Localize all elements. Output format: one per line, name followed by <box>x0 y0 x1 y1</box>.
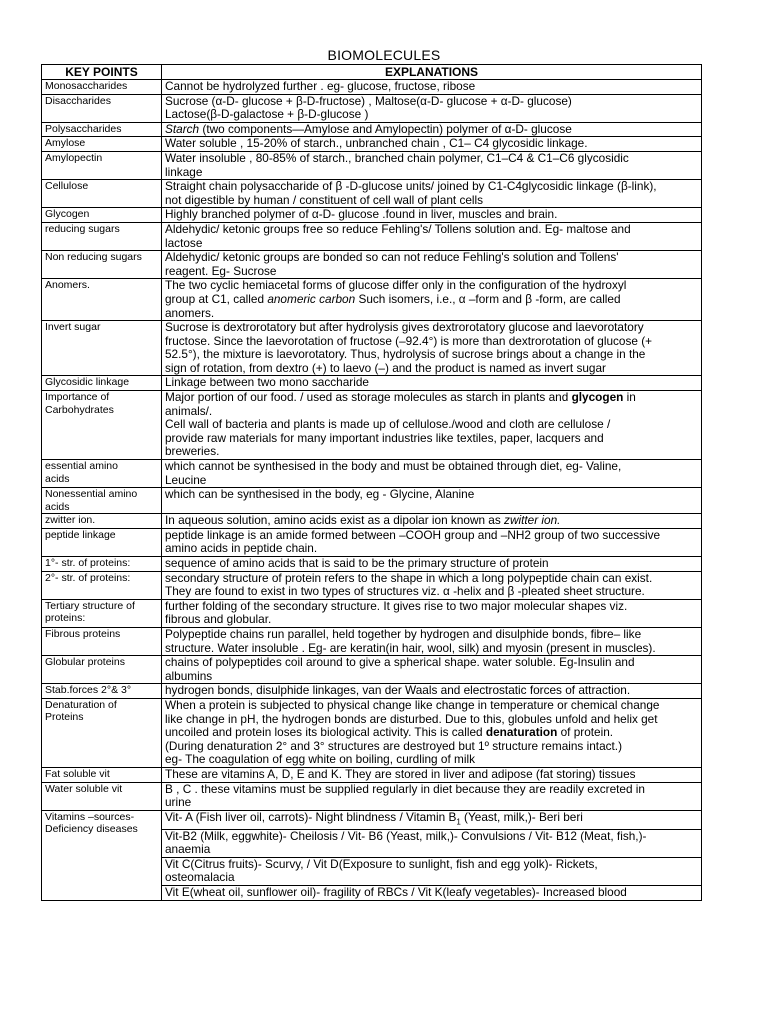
text-run: (two components—Amylose and Amylopectin) polymer of α-D- glucose <box>199 122 572 136</box>
explanation-line: not digestible by human / constituent of cell wall of plant cells <box>165 193 484 207</box>
explanation-cell <box>162 886 702 901</box>
key-point-text: Amylose <box>45 137 86 150</box>
explanation-line: sign of rotation, from dextro (+) to laevo (–) and the product is named as invert sugar <box>165 361 606 375</box>
key-point-cell <box>42 488 162 514</box>
explanation-line: which can be synthesised in the body, eg - Glycine, Alanine <box>165 488 475 502</box>
explanation-line: Sucrose (α-D- glucose + β-D-fructose) , Maltose(α-D- glucose + α-D- glucose) <box>165 94 572 108</box>
key-point-cell <box>42 80 162 95</box>
table-row <box>42 528 702 556</box>
explanation-cell <box>162 151 702 179</box>
explanation-line: eg- The coagulation of egg white on boiling, curdling of milk <box>165 753 475 767</box>
explanation-cell <box>162 460 702 488</box>
explanation-line: Aldehydic/ ketonic groups are bonded so can not reduce Fehling's solution and Tollens' <box>165 251 619 265</box>
key-point-text: acids <box>45 500 70 513</box>
key-point-cell <box>42 514 162 529</box>
table-row <box>42 557 702 572</box>
page-title: BIOMOLECULES <box>327 47 441 63</box>
key-point-cell <box>42 656 162 684</box>
key-point-text: essential amino <box>45 460 118 473</box>
explanation-line: urine <box>165 796 192 810</box>
key-point-text: zwitter ion. <box>45 514 96 527</box>
explanation-line: Highly branched polymer of α-D- glucose .found in liver, muscles and brain. <box>165 208 558 222</box>
key-point-text: acids <box>45 472 70 485</box>
key-point-text: Stab.forces 2°& 3° <box>45 684 132 697</box>
explanation-line: chains of polypeptides coil around to give a spherical shape. water soluble. Eg-Insulin and <box>165 656 635 670</box>
text-run: (Yeast, milk,)- Beri beri <box>460 810 583 824</box>
table-row <box>42 599 702 627</box>
explanation-line: further folding of the secondary structure. It gives rise to two major molecular shapes viz. <box>165 599 628 613</box>
explanation-line: lactose <box>165 236 203 250</box>
explanation-cell <box>162 528 702 556</box>
explanation-line: Straight chain polysaccharide of β -D-glucose units/ joined by C1-C4glycosidic linkage (β-link), <box>165 180 657 194</box>
explanation-cell <box>162 137 702 152</box>
explanation-line <box>165 811 698 829</box>
key-point-cell <box>42 180 162 208</box>
explanation-cell <box>162 857 702 885</box>
explanation-cell <box>162 514 702 529</box>
table-row <box>42 656 702 684</box>
explanation-line: They are found to exist in two types of structures viz. α -helix and β -pleated sheet structure. <box>165 585 645 599</box>
key-point-cell <box>42 137 162 152</box>
explanation-line: 52.5°), the mixture is laevorotatory. Thus, hydrolysis of sucrose brings about a change in the <box>165 348 646 362</box>
key-point-cell <box>42 698 162 767</box>
explanation-line: albumins <box>165 669 213 683</box>
explanation-line <box>165 726 698 740</box>
table-row <box>42 460 702 488</box>
key-point-text: Fat soluble vit <box>45 767 110 780</box>
key-point-cell <box>42 599 162 627</box>
key-point-text: Invert sugar <box>45 321 101 334</box>
text-run: Such isomers, i.e., α –form and β -form, are called <box>355 292 621 306</box>
explanation-cell <box>162 488 702 514</box>
explanation-line: Sucrose is dextrorotatory but after hydrolysis gives dextrorotatory glucose and laevorotatory <box>165 321 644 335</box>
table-row <box>42 488 702 514</box>
explanation-cell <box>162 557 702 572</box>
key-point-text: Carbohydrates <box>45 403 114 416</box>
explanation-cell <box>162 391 702 460</box>
table-row <box>42 137 702 152</box>
explanation-cell <box>162 599 702 627</box>
explanation-line: animals/. <box>165 404 213 418</box>
explanation-cell <box>162 782 702 810</box>
key-point-text: Amylopectin <box>45 151 103 164</box>
table-row <box>42 180 702 208</box>
table-row <box>42 810 702 829</box>
key-point-cell <box>42 208 162 223</box>
table-row <box>42 684 702 699</box>
key-point-text: Anomers. <box>45 279 90 292</box>
key-point-cell <box>42 391 162 460</box>
explanation-cell <box>162 684 702 699</box>
key-point-cell <box>42 528 162 556</box>
table-row <box>42 514 702 529</box>
explanation-line: fructose. Since the laevorotation of fructose (–92.4°) is more than dextrorotation of glucose (+ <box>165 334 653 348</box>
table-row <box>42 571 702 599</box>
table-row <box>42 151 702 179</box>
key-point-text: Importance of <box>45 391 110 404</box>
key-point-text: Denaturation of <box>45 698 117 711</box>
explanation-cell <box>162 321 702 376</box>
key-point-text: peptide linkage <box>45 528 116 541</box>
key-point-text: Water soluble vit <box>45 782 123 795</box>
key-point-text: Nonessential amino <box>45 488 138 501</box>
key-point-cell <box>42 810 162 900</box>
explanation-line: hydrogen bonds, disulphide linkages, van der Waals and electrostatic forces of attraction. <box>165 684 631 698</box>
explanation-line: osteomalacia <box>165 871 235 885</box>
explanation-line: Vit-B2 (Milk, eggwhite)- Cheilosis / Vit- B6 (Yeast, milk,)- Convulsions / Vit- B12 (Meat, fish,)- <box>165 829 647 843</box>
explanation-line: linkage <box>165 165 203 179</box>
explanation-line: Water insoluble , 80-85% of starch., branched chain polymer, C1–C4 & C1–C6 glycosidic <box>165 151 629 165</box>
key-point-text: Fibrous proteins <box>45 627 121 640</box>
text-run: in <box>623 391 636 405</box>
table-row <box>42 94 702 122</box>
table-row <box>42 321 702 376</box>
explanation-line: sequence of amino acids that is said to be the primary structure of protein <box>165 557 549 570</box>
key-point-text: proteins: <box>45 612 86 625</box>
italic-term: zwitter ion. <box>504 514 561 528</box>
explanation-cell <box>162 829 702 857</box>
key-point-text: Globular proteins <box>45 656 125 669</box>
explanation-cell <box>162 94 702 122</box>
explanation-cell <box>162 122 702 137</box>
explanation-cell <box>162 208 702 223</box>
explanation-cell <box>162 376 702 391</box>
explanation-line <box>165 391 698 405</box>
explanation-line: peptide linkage is an amide formed between –COOH group and –NH2 group of two successive <box>165 528 661 542</box>
key-point-text: Disaccharides <box>45 94 111 107</box>
table-row <box>42 80 702 95</box>
explanation-cell <box>162 810 702 829</box>
explanation-cell <box>162 251 702 279</box>
bold-term: glycogen <box>571 391 624 405</box>
key-point-cell <box>42 321 162 376</box>
key-point-text: Glycosidic linkage <box>45 376 130 389</box>
key-point-text: 1°- str. of proteins: <box>45 557 131 569</box>
table-header-row <box>42 65 702 80</box>
explanation-line: Water soluble , 15-20% of starch., unbranched chain , C1– C4 glycosidic linkage. <box>165 137 588 151</box>
key-point-cell <box>42 279 162 321</box>
table-row <box>42 251 702 279</box>
explanation-cell <box>162 627 702 655</box>
explanation-line: like change in pH, the hydrogen bonds are disturbed. Due to this, globules unfold and helix get <box>165 712 658 726</box>
explanation-line <box>165 293 698 307</box>
key-point-cell <box>42 684 162 699</box>
text-run: Vit- A (Fish liver oil, carrots)- Night blindness / Vitamin B <box>165 810 457 824</box>
key-point-cell <box>42 627 162 655</box>
explanation-line: provide raw materials for many important industries like textiles, paper, lacquers and <box>165 431 604 445</box>
explanation-line: anomers. <box>165 306 215 320</box>
explanation-cell <box>162 180 702 208</box>
explanation-line: Cell wall of bacteria and plants is made up of cellulose./wood and cloth are cellulose / <box>165 418 611 432</box>
explanation-line: Polypeptide chains run parallel, held together by hydrogen and disulphide bonds, fibre– like <box>165 627 642 641</box>
key-point-text: Cellulose <box>45 180 89 193</box>
key-point-cell <box>42 767 162 782</box>
table-row <box>42 208 702 223</box>
table-row <box>42 627 702 655</box>
key-point-text: 2°- str. of proteins: <box>45 571 131 584</box>
explanation-line: Linkage between two mono saccharide <box>165 376 369 390</box>
explanation-line: Leucine <box>165 473 207 487</box>
table-row <box>42 222 702 250</box>
table-row <box>42 391 702 460</box>
table-body <box>42 80 702 901</box>
table-row <box>42 698 702 767</box>
key-point-text: Polysaccharides <box>45 122 122 135</box>
key-point-text: reducing sugars <box>45 222 120 235</box>
explanation-line: Vit E(wheat oil, sunflower oil)- fragility of RBCs / Vit K(leafy vegetables)- Increased blood <box>165 886 627 900</box>
explanation-line: Vit C(Citrus fruits)- Scurvy, / Vit D(Exposure to sunlight, fish and egg yolk)- Rickets, <box>165 857 598 871</box>
key-point-text: Proteins <box>45 711 84 724</box>
text-run: uncoiled and protein loses its biological activity. This is called <box>165 726 486 740</box>
explanation-line: which cannot be synthesised in the body and must be obtained through diet, eg- Valine, <box>165 460 622 474</box>
explanation-cell <box>162 767 702 782</box>
key-point-cell <box>42 460 162 488</box>
key-point-text: Glycogen <box>45 208 90 221</box>
biomolecules-table <box>41 64 702 901</box>
text-run: Major portion of our food. / used as storage molecules as starch in plants and <box>165 391 572 405</box>
key-point-text: Deficiency diseases <box>45 823 138 836</box>
key-point-text: Tertiary structure of <box>45 599 135 612</box>
key-points-header: KEY POINTS <box>42 65 162 80</box>
explanation-cell <box>162 656 702 684</box>
explanation-line: secondary structure of protein refers to the shape in which a long polypeptide chain can exist. <box>165 571 653 585</box>
italic-term: Starch <box>165 122 200 136</box>
explanation-line: amino acids in peptide chain. <box>165 542 318 556</box>
explanation-line: structure. Water insoluble . Eg- are keratin(in hair, wool, silk) and myosin (present in muscles). <box>165 641 656 655</box>
explanation-cell <box>162 698 702 767</box>
explanation-line: fibrous and globular. <box>165 613 272 627</box>
explanation-line: anaemia <box>165 843 211 857</box>
explanations-header: EXPLANATIONS <box>162 65 702 80</box>
explanation-line: The two cyclic hemiacetal forms of glucose differ only in the configuration of the hydroxyl <box>165 279 627 293</box>
key-point-text: Monosaccharides <box>45 80 128 92</box>
explanation-line: B , C . these vitamins must be supplied regularly in diet because they are readily excreted in <box>165 782 645 796</box>
key-point-cell <box>42 122 162 137</box>
key-point-text: Non reducing sugars <box>45 251 142 264</box>
table-row <box>42 782 702 810</box>
text-run: of protein. <box>557 726 614 740</box>
explanation-line: When a protein is subjected to physical change like change in temperature or chemical change <box>165 698 660 712</box>
key-point-cell <box>42 151 162 179</box>
explanation-line: breweries. <box>165 445 220 459</box>
key-point-cell <box>42 571 162 599</box>
explanation-line <box>165 123 698 137</box>
italic-term: anomeric carbon <box>267 292 356 306</box>
table-row <box>42 767 702 782</box>
explanation-cell <box>162 571 702 599</box>
key-point-cell <box>42 782 162 810</box>
explanation-line: These are vitamins A, D, E and K. They are stored in liver and adipose (fat storing) tissues <box>165 767 636 781</box>
table-row <box>42 376 702 391</box>
bold-term: denaturation <box>485 726 558 740</box>
explanation-cell <box>162 222 702 250</box>
table-row <box>42 122 702 137</box>
explanation-line: Lactose(β-D-galactose + β-D-glucose ) <box>165 108 369 122</box>
explanation-line: (During denaturation 2° and 3° structures are destroyed but 1º structure remains intact.) <box>165 739 623 753</box>
key-point-cell <box>42 222 162 250</box>
explanation-line: Cannot be hydrolyzed further . eg- glucose, fructose, ribose <box>165 80 476 93</box>
key-point-cell <box>42 376 162 391</box>
explanation-line <box>165 514 698 528</box>
table-row <box>42 279 702 321</box>
key-point-text: Vitamins –sources- <box>45 810 135 823</box>
key-point-cell <box>42 94 162 122</box>
key-point-cell <box>42 251 162 279</box>
explanation-cell <box>162 279 702 321</box>
explanation-cell <box>162 80 702 95</box>
explanation-line: Aldehydic/ ketonic groups free so reduce Fehling's/ Tollens solution and. Eg- maltose and <box>165 222 631 236</box>
text-run: group at C1, called <box>165 292 268 306</box>
text-run: In aqueous solution, amino acids exist as a dipolar ion known as <box>165 514 505 528</box>
key-point-cell <box>42 557 162 572</box>
explanation-line: reagent. Eg- Sucrose <box>165 264 277 278</box>
subscript: 1 <box>456 817 461 827</box>
